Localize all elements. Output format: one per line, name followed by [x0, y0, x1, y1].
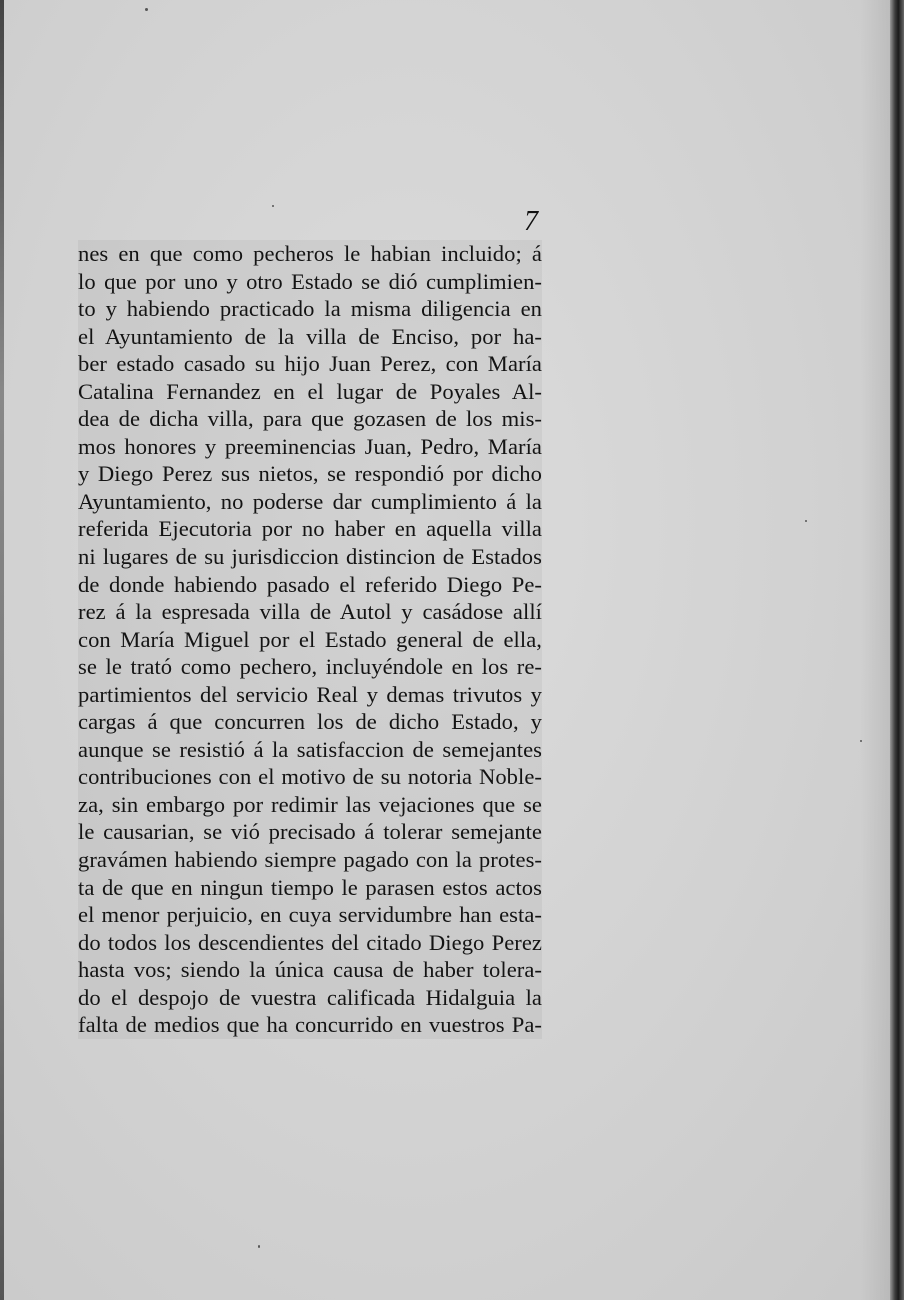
text-line: contribuciones con el motivo de su notoria Noble- — [78, 764, 542, 790]
text-line: rez á la espresada villa de Autol y casádose allí — [78, 599, 542, 625]
text-line: aunque se resistió á la satisfaccion de semejantes — [78, 736, 542, 762]
text-line: lo que por uno y otro Estado se dió cumplimien- — [78, 268, 542, 294]
text-line: Ayuntamiento, no poderse dar cumplimiento á la — [78, 488, 542, 514]
text-line: Catalina Fernandez en el lugar de Poyales Al- — [78, 378, 542, 404]
binding-edge — [890, 0, 904, 1300]
ink-speck — [272, 205, 274, 207]
ink-speck — [258, 1245, 260, 1248]
text-line: mos honores y preeminencias Juan, Pedro, María — [78, 433, 542, 459]
text-line: el Ayuntamiento de la villa de Enciso, por ha- — [78, 323, 542, 349]
text-line: nes en que como pecheros le habian incluido; á — [78, 241, 542, 266]
text-line: referida Ejecutoria por no haber en aquella villa — [78, 516, 542, 542]
ink-speck — [860, 740, 862, 742]
text-line: ber estado casado su hijo Juan Perez, con María — [78, 351, 542, 377]
body-text — [78, 240, 542, 1039]
text-line: se le trató como pechero, incluyéndole en los re- — [78, 654, 542, 680]
text-line: ta de que en ningun tiempo le parasen estos actos — [78, 874, 542, 900]
ink-speck — [145, 8, 148, 11]
text-line: de donde habiendo pasado el referido Diego Pe- — [78, 571, 542, 597]
text-line: partimientos del servicio Real y demas trivutos y — [78, 681, 542, 707]
text-line: falta de medios que ha concurrido en vuestros Pa- — [78, 1012, 542, 1038]
text-line: gravámen habiendo siempre pagado con la protes- — [78, 847, 542, 873]
text-line: el menor perjuicio, en cuya servidumbre han esta- — [78, 902, 542, 928]
text-line: cargas á que concurren los de dicho Estado, y — [78, 709, 542, 735]
text-line: ni lugares de su jurisdiccion distincion de Estados — [78, 544, 542, 570]
text-line: con María Miguel por el Estado general de ella, — [78, 626, 542, 652]
text-line: to y habiendo practicado la misma diligencia en — [78, 296, 542, 322]
text-line: dea de dicha villa, para que gozasen de los mis- — [78, 406, 542, 432]
text-line: le causarian, se vió precisado á tolerar semejante — [78, 819, 542, 845]
page-left-edge — [0, 0, 4, 1300]
text-line: za, sin embargo por redimir las vejaciones que se — [78, 791, 542, 817]
text-line: do el despojo de vuestra calificada Hidalguia la — [78, 984, 542, 1010]
page-number: 7 — [524, 206, 538, 237]
text-line: y Diego Perez sus nietos, se respondió por dicho — [78, 461, 542, 487]
text-line: hasta vos; siendo la única causa de haber tolera- — [78, 957, 542, 983]
text-line: do todos los descendientes del citado Diego Perez — [78, 929, 542, 955]
binding-shadow — [860, 0, 890, 1300]
ink-speck — [805, 520, 807, 522]
